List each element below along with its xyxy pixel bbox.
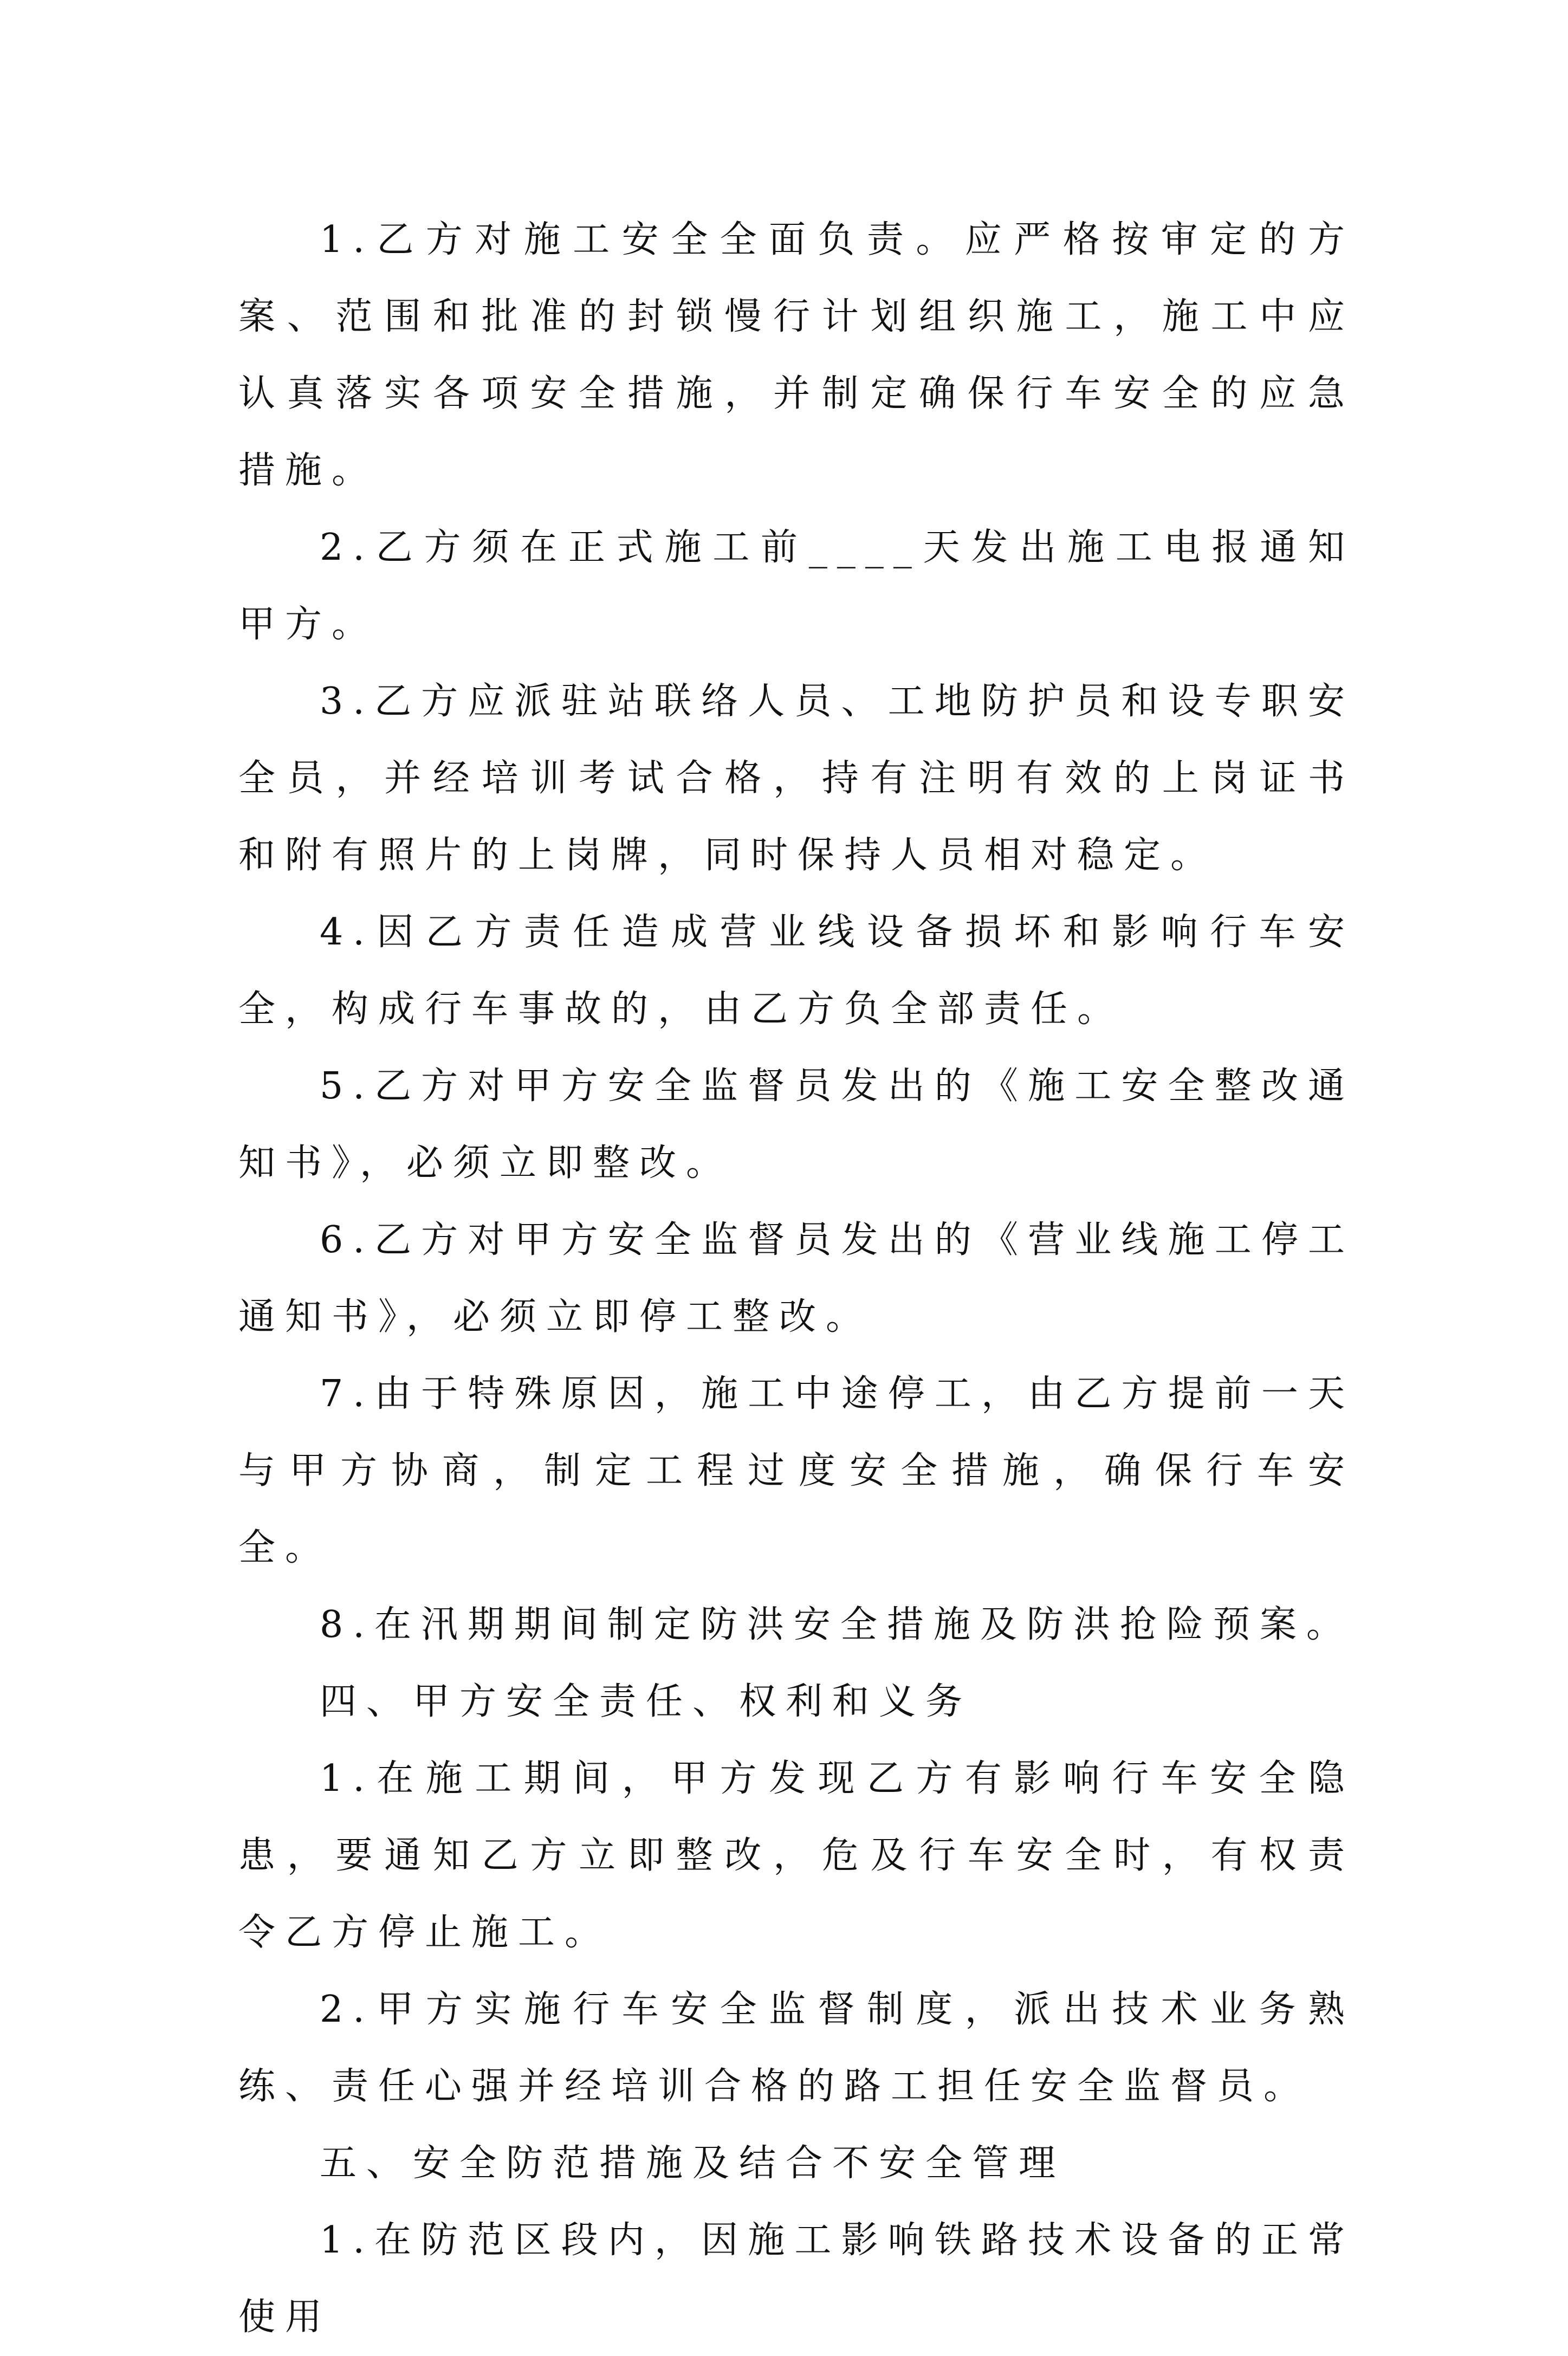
clause-b1: 1.乙方对施工安全全面负责。应严格按审定的方案、范围和批准的封锁慢行计划组织施工，施工中应认真落实各项安全措施，并制定确保行车安全的应急措施。 [238,218,1355,492]
clause-b7: 7.由于特殊原因，施工中途停工，由乙方提前一天与甲方协商，制定工程过度安全措施，确保行车安全。 [238,1373,1355,1569]
clause-4-1: 1.在施工期间，甲方发现乙方有影响行车安全隐患，要通知乙方立即整改，危及行车安全时，有权责令乙方停止施工。 [238,1757,1355,1954]
clause-5-1: 1.在防范区段内，因施工影响铁路技术设备的正常使用 [238,2219,1355,2339]
clause-4-2: 2.甲方实施行车安全监督制度，派出技术业务熟练、责任心强并经培训合格的路工担任安全监督员。 [238,1988,1355,2108]
document-body [238,202,1355,2356]
clause-b8: 8.在汛期期间制定防洪安全措施及防洪抢险预案。 [320,1603,1353,1646]
clause-b5: 5.乙方对甲方安全监督员发出的《施工安全整改通知书》，必须立即整改。 [238,1065,1355,1185]
section-heading-5: 五、安全防范措施及结合不安全管理 [320,2142,1066,2185]
section-heading-4: 四、甲方安全责任、权利和义务 [320,1680,973,1723]
clause-b6: 6.乙方对甲方安全监督员发出的《营业线施工停工通知书》，必须立即停工整改。 [238,1219,1355,1338]
clause-b2: 2.乙方须在正式施工前____天发出施工电报通知甲方。 [238,526,1355,646]
clause-b4: 4.因乙方责任造成营业线设备损坏和影响行车安全，构成行车事故的，由乙方负全部责任。 [238,911,1355,1031]
clause-b3: 3.乙方应派驻站联络人员、工地防护员和设专职安全员，并经培训考试合格，持有注明有效的上岗证书和附有照片的上岗牌，同时保持人员相对稳定。 [238,680,1355,877]
